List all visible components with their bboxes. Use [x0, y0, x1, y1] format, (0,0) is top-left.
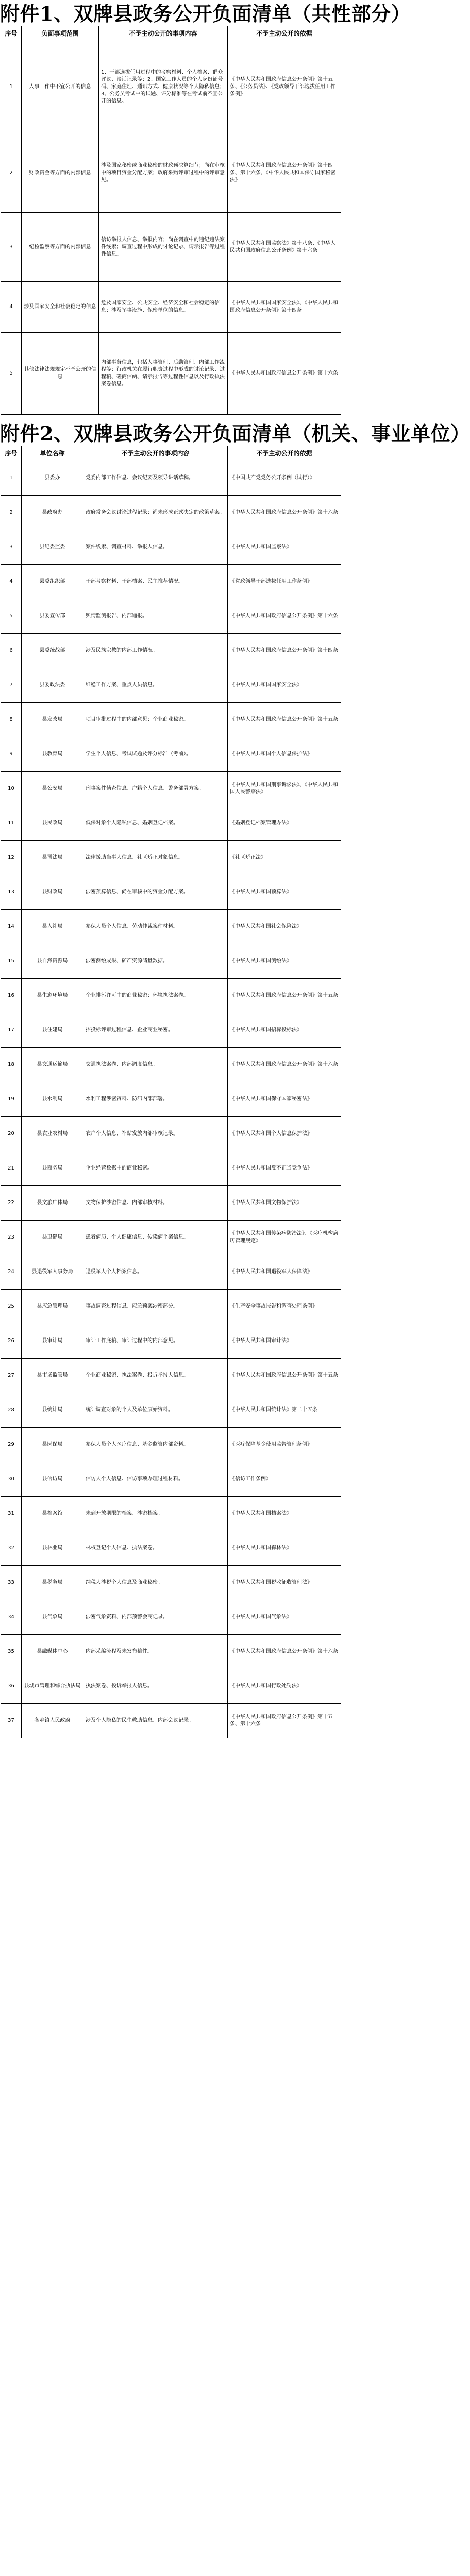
row-basis: 《中华人民共和国预算法》 — [228, 875, 341, 910]
row-content: 政府常务会议讨论过程记录；尚未形成正式决定的政策草案。 — [83, 496, 228, 530]
table-row — [1, 668, 341, 703]
row-number: 18 — [1, 1048, 22, 1082]
table-row — [1, 737, 341, 772]
row-unit: 县水利局 — [22, 1082, 83, 1117]
row-basis: 《中华人民共和国政府信息公开条例》第十六条 — [228, 333, 341, 415]
table-row — [1, 1497, 341, 1531]
row-number: 4 — [1, 282, 22, 333]
table-row — [1, 875, 341, 910]
table-row — [1, 496, 341, 530]
row-unit: 县委组织部 — [22, 565, 83, 599]
row-number: 36 — [1, 1669, 22, 1704]
row-unit: 县住建局 — [22, 1013, 83, 1048]
row-number: 15 — [1, 944, 22, 979]
row-content: 学生个人信息、考试试题及评分标准（考前）。 — [83, 737, 228, 772]
row-number: 11 — [1, 806, 22, 841]
table1-header-basis: 不予主动公开的依据 — [228, 26, 341, 41]
table-row — [1, 841, 341, 875]
row-unit: 县农业农村局 — [22, 1117, 83, 1151]
row-number: 25 — [1, 1290, 22, 1324]
row-number: 29 — [1, 1428, 22, 1462]
row-content: 未到开放期限的档案、涉密档案。 — [83, 1497, 228, 1531]
table-row — [1, 944, 341, 979]
row-content: 法律援助当事人信息、社区矫正对象信息。 — [83, 841, 228, 875]
table-row — [1, 806, 341, 841]
row-basis: 《中华人民共和国保守国家秘密法》 — [228, 1082, 341, 1117]
row-number: 16 — [1, 979, 22, 1013]
table-row — [1, 461, 341, 496]
row-content: 危及国家安全、公共安全、经济安全和社会稳定的信息；涉及军事设施、保密单位的信息。 — [99, 282, 228, 333]
row-content: 农户个人信息、补贴发放内部审核记录。 — [83, 1117, 228, 1151]
table-row — [1, 1359, 341, 1393]
table-row — [1, 1635, 341, 1669]
row-scope: 其他法律法规规定不予公开的信息 — [22, 333, 99, 415]
table1-header-row — [1, 26, 341, 41]
row-content: 舆情监测报告、内部通报。 — [83, 599, 228, 634]
row-basis: 《生产安全事故报告和调查处理条例》 — [228, 1290, 341, 1324]
row-number: 28 — [1, 1393, 22, 1428]
row-unit: 县交通运输局 — [22, 1048, 83, 1082]
row-content: 参保人员个人信息、劳动仲裁案件材料。 — [83, 910, 228, 944]
table-row — [1, 910, 341, 944]
row-basis: 《中华人民共和国国家安全法》 — [228, 668, 341, 703]
row-content: 企业经营数据中的商业秘密。 — [83, 1151, 228, 1186]
row-basis: 《中华人民共和国政府信息公开条例》第十五条、第十六条 — [228, 1704, 341, 1738]
row-unit: 县公安局 — [22, 772, 83, 806]
row-number: 8 — [1, 703, 22, 737]
row-unit: 县档案馆 — [22, 1497, 83, 1531]
table-row — [1, 1462, 341, 1497]
row-content: 信访人个人信息、信访事项办理过程材料。 — [83, 1462, 228, 1497]
table-row — [1, 1531, 341, 1566]
row-number: 2 — [1, 133, 22, 213]
row-number: 22 — [1, 1186, 22, 1221]
row-basis: 《中华人民共和国政府信息公开条例》第十五条 — [228, 703, 341, 737]
negative-list-table-units — [1, 446, 341, 1738]
table1-header-content: 不予主动公开的事项内容 — [99, 26, 228, 41]
row-number: 19 — [1, 1082, 22, 1117]
row-unit: 县政府办 — [22, 496, 83, 530]
row-basis: 《中华人民共和国个人信息保护法》 — [228, 1117, 341, 1151]
table-row — [1, 979, 341, 1013]
row-content: 党委内部工作信息、会议纪要及领导讲话草稿。 — [83, 461, 228, 496]
row-basis: 《中国共产党党务公开条例（试行）》 — [228, 461, 341, 496]
row-basis: 《中华人民共和国政府信息公开条例》第十五条 — [228, 1359, 341, 1393]
row-basis: 《中华人民共和国政府信息公开条例》第十六条 — [228, 496, 341, 530]
row-number: 12 — [1, 841, 22, 875]
row-number: 1 — [1, 41, 22, 133]
row-content: 纳税人涉税个人信息及商业秘密。 — [83, 1566, 228, 1600]
row-basis: 《中华人民共和国测绘法》 — [228, 944, 341, 979]
row-unit: 县司法局 — [22, 841, 83, 875]
row-basis: 《医疗保障基金使用监督管理条例》 — [228, 1428, 341, 1462]
table1-header-scope: 负面事项范围 — [22, 26, 99, 41]
table-row — [1, 1428, 341, 1462]
row-basis: 《中华人民共和国政府信息公开条例》第十六条 — [228, 599, 341, 634]
row-basis: 《中华人民共和国国家安全法》、《中华人民共和国政府信息公开条例》第十四条 — [228, 282, 341, 333]
row-unit: 县生态环境局 — [22, 979, 83, 1013]
row-unit: 县委政法委 — [22, 668, 83, 703]
row-content: 刑事案件侦查信息、户籍个人信息、警务部署方案。 — [83, 772, 228, 806]
row-unit: 县税务局 — [22, 1566, 83, 1600]
row-number: 37 — [1, 1704, 22, 1738]
table-row — [1, 1221, 341, 1255]
row-number: 7 — [1, 668, 22, 703]
row-unit: 县教育局 — [22, 737, 83, 772]
table2-header-content: 不予主动公开的事项内容 — [83, 446, 228, 461]
row-number: 5 — [1, 599, 22, 634]
table-row — [1, 1290, 341, 1324]
row-number: 6 — [1, 634, 22, 668]
row-content: 水利工程涉密资料、防汛内部部署。 — [83, 1082, 228, 1117]
table-row — [1, 599, 341, 634]
table1-header-no: 序号 — [1, 26, 22, 41]
row-unit: 县应急管理局 — [22, 1290, 83, 1324]
table-row — [1, 1186, 341, 1221]
table-row — [1, 1151, 341, 1186]
row-content: 信访举报人信息、举报内容；尚在调查中的违纪违法案件线索；调查过程中形成的讨论记录、请示报告等过程性信息。 — [99, 213, 228, 282]
row-content: 维稳工作方案、重点人员信息。 — [83, 668, 228, 703]
table-row — [1, 1255, 341, 1290]
row-content: 审计工作底稿、审计过程中的内部意见。 — [83, 1324, 228, 1359]
row-basis: 《中华人民共和国社会保险法》 — [228, 910, 341, 944]
row-content: 案件线索、调查材料、举报人信息。 — [83, 530, 228, 565]
row-number: 9 — [1, 737, 22, 772]
row-content: 执法案卷、投诉举报人信息。 — [83, 1669, 228, 1704]
row-unit: 县审计局 — [22, 1324, 83, 1359]
row-basis: 《中华人民共和国文物保护法》 — [228, 1186, 341, 1221]
table-row — [1, 1669, 341, 1704]
table-row — [1, 133, 341, 213]
row-content: 内部采编流程及未发布稿件。 — [83, 1635, 228, 1669]
row-number: 33 — [1, 1566, 22, 1600]
table-row — [1, 1704, 341, 1738]
row-content: 低保对象个人隐私信息、婚姻登记档案。 — [83, 806, 228, 841]
row-content: 企业商业秘密、执法案卷、投诉举报人信息。 — [83, 1359, 228, 1393]
row-basis: 《中华人民共和国行政处罚法》 — [228, 1669, 341, 1704]
table-row — [1, 1082, 341, 1117]
row-content: 患者病历、个人健康信息、传染病个案信息。 — [83, 1221, 228, 1255]
row-number: 23 — [1, 1221, 22, 1255]
row-basis: 《中华人民共和国政府信息公开条例》第十六条 — [228, 1048, 341, 1082]
row-unit: 县委宣传部 — [22, 599, 83, 634]
row-unit: 县文旅广体局 — [22, 1186, 83, 1221]
table-row — [1, 1393, 341, 1428]
row-basis: 《党政领导干部选拔任用工作条例》 — [228, 565, 341, 599]
row-basis: 《中华人民共和国监察法》第十八条、《中华人民共和国政府信息公开条例》第十六条 — [228, 213, 341, 282]
row-number: 27 — [1, 1359, 22, 1393]
row-basis: 《中华人民共和国退役军人保障法》 — [228, 1255, 341, 1290]
row-basis: 《中华人民共和国审计法》 — [228, 1324, 341, 1359]
row-basis: 《中华人民共和国政府信息公开条例》第十六条 — [228, 1635, 341, 1669]
table-row — [1, 703, 341, 737]
row-number: 31 — [1, 1497, 22, 1531]
table2-header-unit: 单位名称 — [22, 446, 83, 461]
row-basis: 《中华人民共和国监察法》 — [228, 530, 341, 565]
row-number: 14 — [1, 910, 22, 944]
row-basis: 《社区矫正法》 — [228, 841, 341, 875]
row-basis: 《信访工作条例》 — [228, 1462, 341, 1497]
row-unit: 各乡镇人民政府 — [22, 1704, 83, 1738]
row-number: 34 — [1, 1600, 22, 1635]
row-basis: 《婚姻登记档案管理办法》 — [228, 806, 341, 841]
row-unit: 县林业局 — [22, 1531, 83, 1566]
row-number: 24 — [1, 1255, 22, 1290]
row-basis: 《中华人民共和国森林法》 — [228, 1531, 341, 1566]
row-number: 13 — [1, 875, 22, 910]
row-basis: 《中华人民共和国政府信息公开条例》第十五条、《公务员法》、《党政领导干部选拔任用工作条例》 — [228, 41, 341, 133]
row-unit: 县医保局 — [22, 1428, 83, 1462]
row-number: 26 — [1, 1324, 22, 1359]
row-basis: 《中华人民共和国税收征收管理法》 — [228, 1566, 341, 1600]
row-number: 3 — [1, 213, 22, 282]
table-row — [1, 1600, 341, 1635]
row-number: 20 — [1, 1117, 22, 1151]
row-unit: 县人社局 — [22, 910, 83, 944]
row-unit: 县退役军人事务局 — [22, 1255, 83, 1290]
row-content: 干部考察材料、干部档案、民主推荐情况。 — [83, 565, 228, 599]
table-row — [1, 530, 341, 565]
row-scope: 纪检监察等方面的内部信息 — [22, 213, 99, 282]
row-content: 退役军人个人档案信息。 — [83, 1255, 228, 1290]
row-unit: 县城市管理和综合执法局 — [22, 1669, 83, 1704]
row-basis: 《中华人民共和国刑事诉讼法》、《中华人民共和国人民警察法》 — [228, 772, 341, 806]
table2-header-row — [1, 446, 341, 461]
row-content: 涉及民族宗教的内部工作情况。 — [83, 634, 228, 668]
row-content: 交通执法案卷、内部调度信息。 — [83, 1048, 228, 1082]
row-unit: 县委办 — [22, 461, 83, 496]
row-content: 统计调查对象的个人及单位原始资料。 — [83, 1393, 228, 1428]
row-basis: 《中华人民共和国传染病防治法》、《医疗机构病历管理规定》 — [228, 1221, 341, 1255]
row-content: 文物保护涉密信息、内部审核材料。 — [83, 1186, 228, 1221]
row-basis: 《中华人民共和国政府信息公开条例》第十五条 — [228, 979, 341, 1013]
row-number: 1 — [1, 461, 22, 496]
row-unit: 县信访局 — [22, 1462, 83, 1497]
row-unit: 县统计局 — [22, 1393, 83, 1428]
row-unit: 县民政局 — [22, 806, 83, 841]
row-scope: 人事工作中不宜公开的信息 — [22, 41, 99, 133]
row-basis: 《中华人民共和国档案法》 — [228, 1497, 341, 1531]
row-number: 30 — [1, 1462, 22, 1497]
row-unit: 县卫健局 — [22, 1221, 83, 1255]
table2-body — [1, 461, 341, 1738]
row-unit: 县气象局 — [22, 1600, 83, 1635]
row-scope: 财政资金等方面的内部信息 — [22, 133, 99, 213]
row-basis: 《中华人民共和国政府信息公开条例》第十四条 — [228, 634, 341, 668]
table2-header-no: 序号 — [1, 446, 22, 461]
row-basis: 《中华人民共和国政府信息公开条例》第十四条、第十六条，《中华人民共和国保守国家秘密法》 — [228, 133, 341, 213]
row-content: 涉密预算信息、尚在审核中的资金分配方案。 — [83, 875, 228, 910]
table-row — [1, 1048, 341, 1082]
row-number: 2 — [1, 496, 22, 530]
row-content: 企业排污许可中的商业秘密；环境执法案卷。 — [83, 979, 228, 1013]
title-table2: 附件2、双牌县政务公开负面清单（机关、事业单位） — [0, 422, 470, 445]
table-row — [1, 213, 341, 282]
table-row — [1, 1324, 341, 1359]
table-row — [1, 1013, 341, 1048]
row-basis: 《中华人民共和国个人信息保护法》 — [228, 737, 341, 772]
table2-header-basis: 不予主动公开的依据 — [228, 446, 341, 461]
row-content: 事故调查过程信息、应急预案涉密部分。 — [83, 1290, 228, 1324]
row-unit: 县自然资源局 — [22, 944, 83, 979]
row-scope: 涉及国家安全和社会稳定的信息 — [22, 282, 99, 333]
row-content: 1、干部选拔任用过程中的考察材料、个人档案、群众评议、谈话记录等；2、国家工作人员的个人身份证号码、家庭住址、通讯方式、健康状况等个人隐私信息；3、公务员考试中的试题、评分标准等在考试前不宜公开的信息。 — [99, 41, 228, 133]
table-row — [1, 1566, 341, 1600]
table-row — [1, 772, 341, 806]
row-basis: 《中华人民共和国统计法》第二十五条 — [228, 1393, 341, 1428]
table-row — [1, 282, 341, 333]
table-row — [1, 333, 341, 415]
row-content: 参保人员个人医疗信息、基金监管内部资料。 — [83, 1428, 228, 1462]
row-unit: 县纪委监委 — [22, 530, 83, 565]
row-unit: 县财政局 — [22, 875, 83, 910]
row-number: 5 — [1, 333, 22, 415]
table-row — [1, 41, 341, 133]
row-unit: 县商务局 — [22, 1151, 83, 1186]
row-content: 涉密气象资料、内部预警会商记录。 — [83, 1600, 228, 1635]
row-content: 内部事务信息，包括人事管理、后勤管理、内部工作流程等；行政机关在履行职责过程中形成的讨论记录、过程稿、磋商信函、请示报告等过程性信息以及行政执法案卷信息。 — [99, 333, 228, 415]
row-number: 4 — [1, 565, 22, 599]
row-number: 10 — [1, 772, 22, 806]
row-content: 林权登记个人信息、执法案卷。 — [83, 1531, 228, 1566]
row-content: 项目审批过程中的内部意见；企业商业秘密。 — [83, 703, 228, 737]
row-content: 涉及国家秘密或商业秘密的财政预决算细节；尚在审核中的项目资金分配方案；政府采购评审过程中的评审意见。 — [99, 133, 228, 213]
negative-list-table-common — [1, 26, 341, 415]
row-unit: 县发改局 — [22, 703, 83, 737]
row-number: 3 — [1, 530, 22, 565]
row-number: 21 — [1, 1151, 22, 1186]
row-basis: 《中华人民共和国反不正当竞争法》 — [228, 1151, 341, 1186]
table-row — [1, 634, 341, 668]
row-basis: 《中华人民共和国气象法》 — [228, 1600, 341, 1635]
row-unit: 县委统战部 — [22, 634, 83, 668]
row-basis: 《中华人民共和国招标投标法》 — [228, 1013, 341, 1048]
row-number: 32 — [1, 1531, 22, 1566]
title-table1: 附件1、双牌县政务公开负面清单（共性部分） — [0, 2, 411, 25]
row-number: 35 — [1, 1635, 22, 1669]
table-row — [1, 1117, 341, 1151]
row-number: 17 — [1, 1013, 22, 1048]
row-content: 涉及个人隐私的民生救助信息、内部会议记录。 — [83, 1704, 228, 1738]
row-unit: 县融媒体中心 — [22, 1635, 83, 1669]
row-unit: 县市场监管局 — [22, 1359, 83, 1393]
row-content: 涉密测绘成果、矿产资源储量数据。 — [83, 944, 228, 979]
row-content: 招投标评审过程信息、企业商业秘密。 — [83, 1013, 228, 1048]
table-row — [1, 565, 341, 599]
